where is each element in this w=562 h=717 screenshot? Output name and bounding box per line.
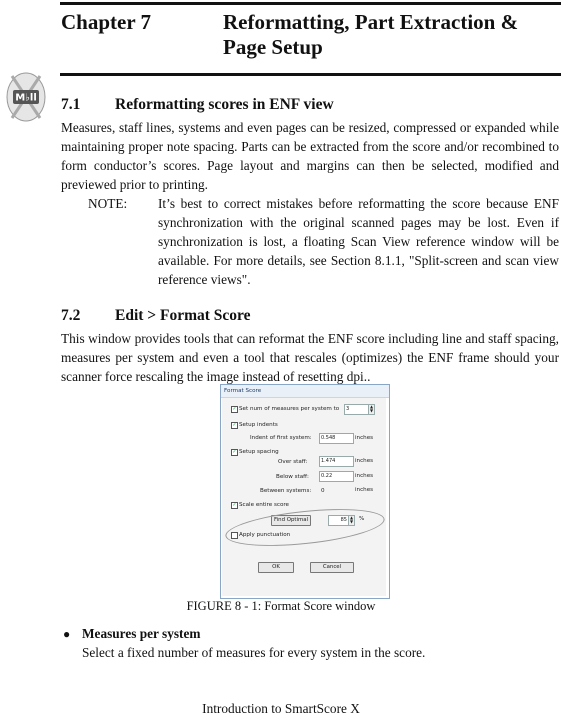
ok-button[interactable]: OK (258, 562, 294, 573)
section-body: This window provides tools that can reformat the ENF score including line and staff spacing, measures per system and even a tool that rescales (optimizes) the ENF frame should your scanner force rescaling the image instead of resetting dpi.. (61, 331, 559, 384)
below-staff-unit: inches (355, 473, 374, 479)
note-label: NOTE: (88, 196, 128, 211)
between-systems-label: Between systems: (260, 488, 312, 494)
over-staff-label: Over staff: (278, 459, 308, 465)
page-footer: Introduction to SmartScore X (202, 701, 360, 716)
logo-text: M♭ll (15, 92, 37, 104)
dialog-title: Format Score (221, 385, 389, 398)
indent-label: Indent of first system: (250, 435, 312, 441)
bullet-symbol: ● (63, 627, 71, 641)
below-staff-label: Below staff: (276, 474, 309, 480)
highlight-oval (224, 503, 387, 553)
section-heading-7-2 (61, 307, 251, 325)
cancel-button[interactable]: Cancel (310, 562, 354, 573)
find-optimal-button[interactable]: Find Optimal (271, 515, 311, 526)
scale-percent: % (359, 516, 365, 522)
note-body: It’s best to correct mistakes before reformatting the score because ENF synchronization with the original scanned pages may be lost. Even if synchronization is lost, a floating Scan View reference window will be available. For more details, see Section 8.1.1, "Split-screen and scan view reference views". (158, 196, 559, 287)
section-number: 7.1 (61, 96, 81, 113)
section-title: Edit > Format Score (115, 307, 251, 324)
set-measures-label: Set num of measures per system to (239, 406, 340, 412)
scale-field[interactable]: 85 (328, 515, 350, 526)
apply-punctuation-checkbox[interactable] (231, 532, 238, 539)
section-body: Measures, staff lines, systems and even pages can be resized, compressed or expanded while maintaining proper note spacing. Parts can be extracted from the score and/or recombined to form conductor’s scores. Page layout and margins can then be selected, modified and previewed prior to printing. (61, 120, 559, 192)
format-score-screenshot (220, 384, 390, 599)
smartscore-logo (4, 70, 48, 124)
indent-field[interactable]: 0.548 (319, 433, 354, 444)
measures-spinner[interactable]: ▲ ▼ (369, 404, 374, 413)
setup-spacing-checkbox[interactable]: ✓ (232, 449, 237, 455)
dialog-body (222, 398, 386, 596)
bullet-body: Select a fixed number of measures for every system in the score. (82, 645, 426, 660)
measures-field[interactable]: 3 (344, 404, 369, 415)
section-number: 7.2 (61, 307, 81, 324)
header-bottom-rule (60, 73, 561, 76)
scale-score-checkbox[interactable]: ✓ (232, 502, 237, 508)
section-heading-7-1 (61, 96, 334, 114)
over-staff-unit: inches (355, 458, 374, 464)
between-systems-unit: inches (355, 487, 374, 493)
setup-indents-label: Setup indents (239, 422, 278, 428)
between-systems-value[interactable]: 0 (321, 488, 325, 494)
apply-punctuation-label: Apply punctuation (239, 532, 291, 538)
over-staff-field[interactable]: 1.474 (319, 456, 354, 467)
chapter-number: Chapter 7 (61, 10, 152, 34)
figure-caption: FIGURE 8 - 1: Format Score window (186, 599, 376, 613)
scale-score-label: Scale entire score (239, 502, 289, 508)
top-rule (60, 2, 561, 5)
set-measures-checkbox[interactable]: ✓ (232, 406, 237, 412)
below-staff-field[interactable]: 0.22 (319, 471, 354, 482)
section-title: Reformatting scores in ENF view (115, 96, 334, 113)
bullet-title: Measures per system (82, 626, 201, 641)
setup-spacing-label: Setup spacing (239, 449, 279, 455)
indent-unit: inches (355, 435, 374, 441)
chapter-title: Reformatting, Part Extraction & Page Setup (223, 10, 519, 59)
setup-indents-checkbox[interactable]: ✓ (232, 422, 237, 428)
scale-spinner[interactable]: ▲ ▼ (349, 515, 354, 524)
